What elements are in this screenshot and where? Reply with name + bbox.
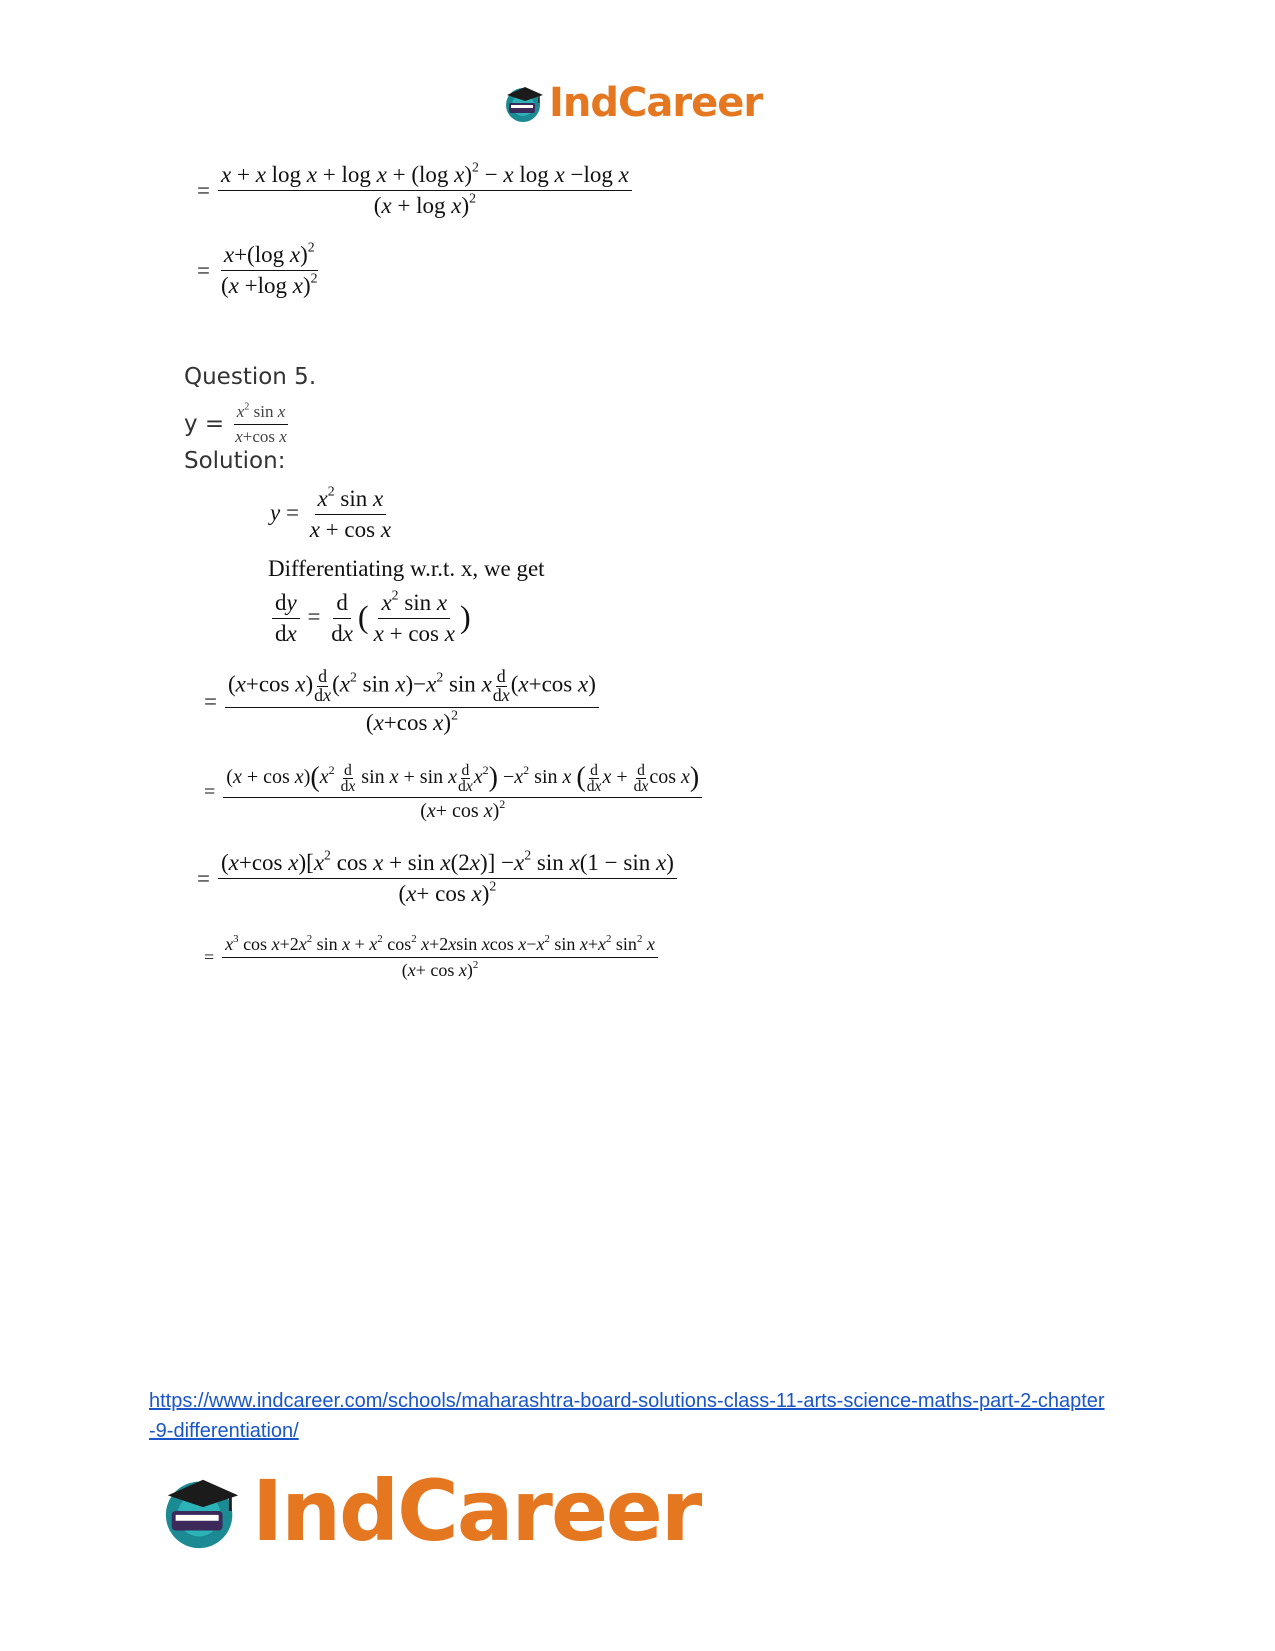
- solution-label: Solution:: [184, 448, 286, 474]
- graduation-cap-book-icon: [503, 83, 547, 123]
- logo-wordmark: IndCareer: [252, 1462, 701, 1560]
- logo-wordmark: IndCareer: [549, 80, 763, 126]
- differentiating-text: Differentiating w.r.t. x, we get: [268, 556, 545, 581]
- equation-line-1: = $\frac{x + x \log x + \log x + (\log x)^2 - x \log x -\log x}{(x + \log x)^2}$: [197, 162, 634, 220]
- solution-eq-dydx: $\frac{dy}{dx}$ = $\frac{d}{dx}$ ( $\frac{x^2 \sin x}{\text{x + cos x}}$ ): [270, 590, 471, 648]
- solution-step-2: = $(x + \cos x)(x^2$ $\frac{d}{dx}$ sin x + sin x $\frac{d}{dx}$ $x^2) -x^2$ sin x ( $\frac{d}{dx}$ x + $\frac{d}{dx}$ cos x) $(x+ \cos x)^2$: [204, 762, 704, 823]
- graduation-cap-book-icon: [160, 1470, 246, 1552]
- bottom-logo: [160, 1462, 700, 1560]
- question-title: Question 5.: [184, 364, 317, 390]
- equation-line-2: = $\frac{x+(\log x)^2}{(x +\log x)^2}$: [197, 239, 318, 299]
- top-logo: [503, 80, 762, 126]
- solution-step-3: = $\frac{(x+\cos x)[x^2 \cos x + \sin x(2x)] -x^2 \sin x(1 - \sin x)}{(x+ \cos x)^2}$: [197, 850, 679, 908]
- question-y-label: y =: [184, 411, 225, 438]
- source-url-link[interactable]: https://www.indcareer.com/schools/maharashtra-board-solutions-class-11-arts-science-maths-part-2-chapter-9-differentiation/: [149, 1390, 1105, 1442]
- solution-step-4: = $x^3$ $\cos x+2x^2$ $\sin x + x^2$ $\cos^2 x+2xsin$ xcos $x-x^2$ $\sin x+x^2$ $\sin^2 x$ $(x+ \cos x)^2$: [204, 934, 660, 980]
- solution-eq-y: y = $\frac{x^2 \sin x}{\text{x + cos x}}$: [270, 483, 392, 543]
- question-equation: y = $\frac{x^2 \sin x}{\text{x+cos x}}$: [184, 401, 287, 446]
- solution-step-1: = (x+cos x) $\frac{d}{dx}$ ($x^2$ $\sin x)-x^2$ sin x $\frac{d}{dx}$ (x+cos x) (x+cos x)$^2$: [204, 668, 601, 736]
